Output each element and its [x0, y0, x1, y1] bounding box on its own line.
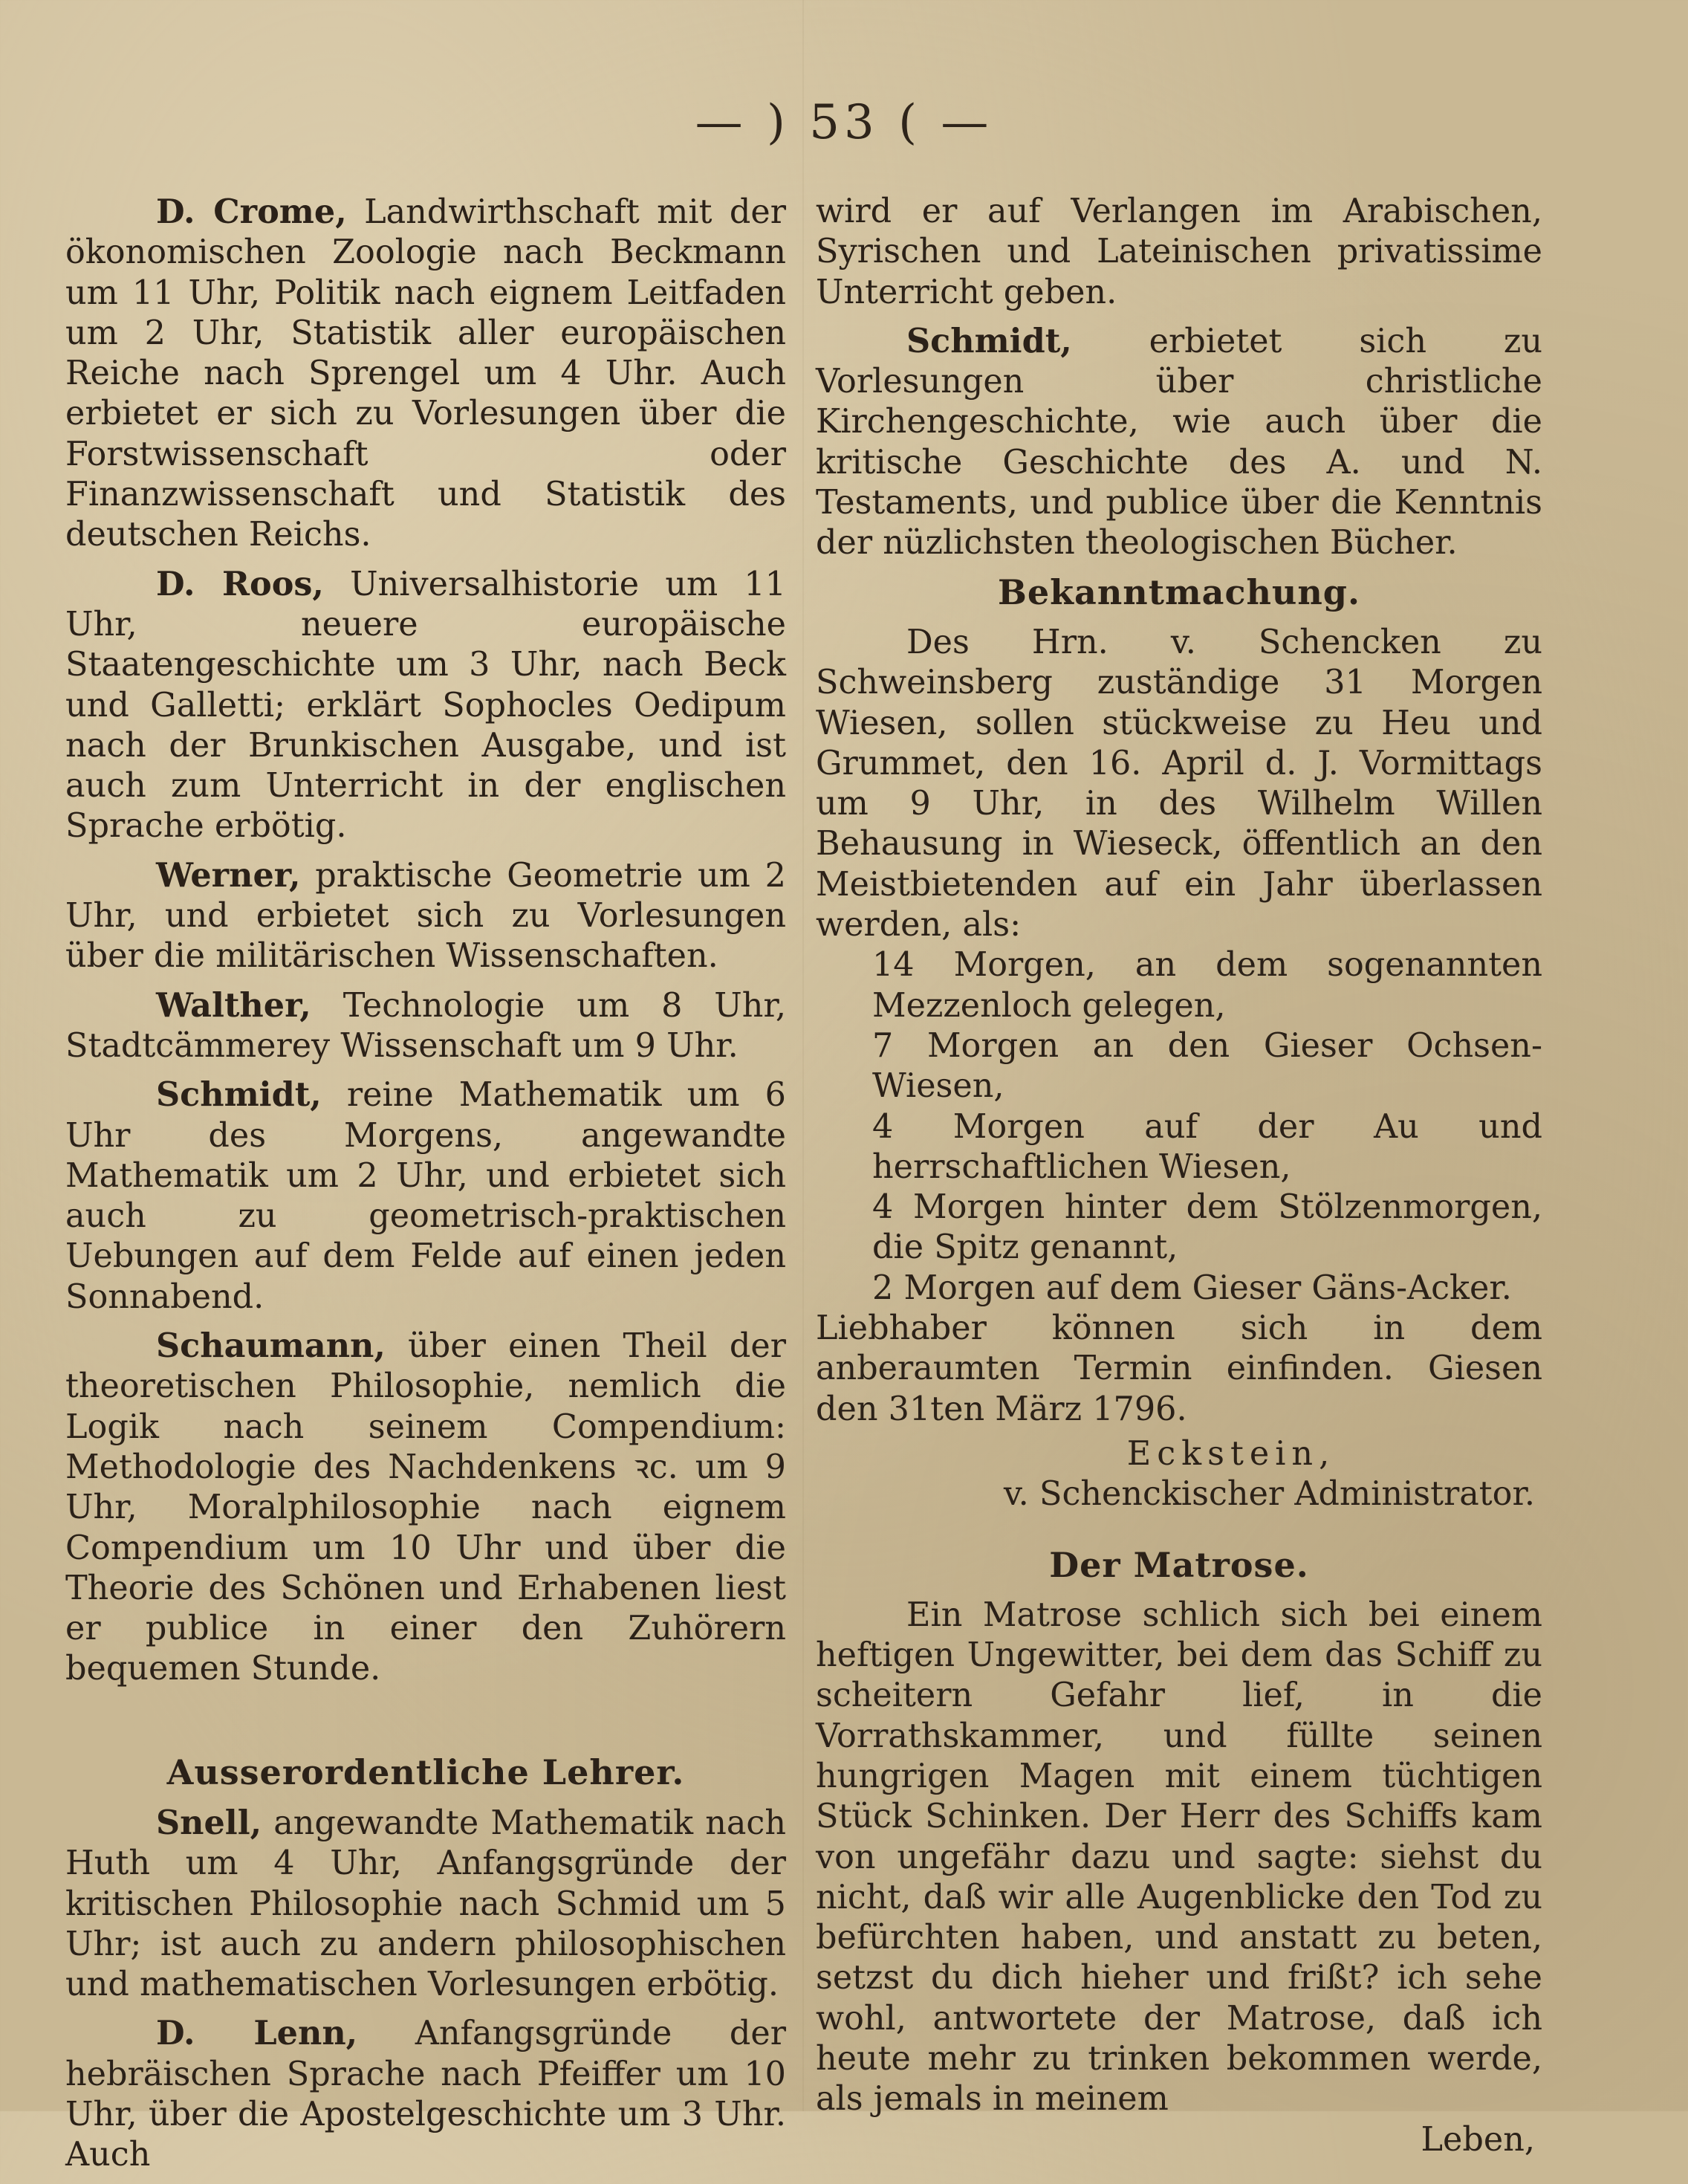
lecture-text: Universalhistorie um 11 Uhr, neuere europäische Staatengeschichte um 3 Uhr, nach Beck und Galletti; erklärt Sophocles Oedipum nach der Brunkischen Ausgabe, und ist auch zum Unterricht in der englischen Sprache erbötig.	[65, 565, 786, 846]
left-column	[65, 192, 786, 2184]
page-number: — ) 53 ( —	[695, 95, 993, 150]
lecturer-name: Schmidt,	[156, 1075, 322, 1115]
announcement-heading: Bekanntmachung.	[998, 571, 1360, 612]
lecture-text: praktische Geometrie um 2 Uhr, und erbietet sich zu Vorlesungen über die militärischen Wissenschaften.	[65, 856, 786, 976]
meadow-list-item: 4 Morgen hinter dem Stölzenmorgen, die Spitz genannt,	[872, 1188, 1542, 1267]
announcement-intro: Des Hrn. v. Schencken zu Schweinsberg zuständige 31 Morgen Wiesen, sollen stückweise zu Heu und Grummet, den 16. April d. J. Vormittags um 9 Uhr, in des Wilhelm Willen Behausung in Wieseck, öffentlich an den Meistbietenden auf ein Jahr überlassen werden, als:	[816, 623, 1542, 944]
lecture-entry-snell	[65, 1803, 786, 2005]
meadow-list-item: 14 Morgen, an dem sogenannten Mezzenloch gelegen,	[872, 946, 1542, 1025]
announcement-closing: Liebhaber können sich in dem anberaumten Termin einfinden. Giesen den 31ten März 1796.	[816, 1309, 1542, 1428]
lecturer-name: Walther,	[156, 985, 311, 1025]
meadow-list-item: 2 Morgen auf dem Gieser Gäns-Acker.	[872, 1268, 1512, 1307]
lecture-text: reine Mathematik um 6 Uhr des Morgens, angewandte Mathematik um 2 Uhr, und erbietet sich auch zu geometrisch-praktischen Uebungen auf dem Felde auf einen jeden Sonnabend.	[65, 1076, 786, 1316]
lecturer-name: Schmidt,	[906, 321, 1072, 360]
lecture-entry-schmidt-math	[65, 1075, 786, 1318]
lecture-entry-walther	[65, 985, 786, 1067]
lecturer-name: Snell,	[156, 1803, 262, 1842]
lecture-text: Technologie um 8 Uhr, Stadtcämmerey Wissenschaft um 9 Uhr.	[65, 986, 786, 1065]
section-heading-extraordinary-teachers: Ausserordentliche Lehrer.	[166, 1752, 685, 1792]
lecturer-name: D. Lenn,	[156, 2014, 358, 2053]
lecturer-name: D. Roos,	[156, 564, 324, 603]
catchword: Leben,	[1421, 2120, 1535, 2159]
paper-fold-mark	[802, 0, 804, 2111]
lecture-text: erbietet sich zu Vorlesungen über christliche Kirchengeschichte, wie auch über die kritische Geschichte des A. und N. Testaments, und publice über die Kenntnis der nüzlichsten theologischen Bücher.	[816, 322, 1542, 563]
story-heading: Der Matrose.	[1049, 1544, 1309, 1585]
signature-title: v. Schenckischer Administrator.	[1003, 1475, 1535, 1514]
lecturer-name: Werner,	[156, 855, 301, 895]
lecture-entry-roos	[65, 564, 786, 847]
lecture-entry-crome	[65, 192, 786, 556]
lecturer-name: D. Crome,	[156, 192, 347, 231]
right-column	[816, 192, 1542, 2160]
meadow-list-item: 4 Morgen auf der Au und herrschaftlichen Wiesen,	[872, 1107, 1542, 1186]
lecture-entry-schaumann	[65, 1326, 786, 1690]
lecture-entry-lenn	[65, 2013, 786, 2175]
lecture-entry-werner	[65, 855, 786, 977]
story-text: Ein Matrose schlich sich bei einem heftigen Ungewitter, bei dem das Schiff zu scheitern Gefahr lief, in die Vorrathskammer, und füllte seinen hungrigen Magen mit einem tüchtigen Stück Schinken. Der Herr des Schiffs kam von ungefähr dazu und sagte: siehst du nicht, daß wir alle Augenblicke den Tod zu befürchten haben, und anstatt zu beten, setzst du dich hieher und frißt? ich sehe wohl, antwortete der Matrose, daß ich heute mehr zu trinken bekommen werde, als jemals in meinem	[816, 1595, 1542, 2119]
signature-name: Eckstein,	[1126, 1434, 1336, 1473]
lecture-entry-schmidt-theology	[816, 321, 1542, 564]
meadow-list-item: 7 Morgen an den Gieser Ochsen-Wiesen,	[872, 1026, 1542, 1106]
lecture-text: Landwirthschaft mit der ökonomischen Zoologie nach Beckmann um 11 Uhr, Politik nach eignem Leitfaden um 2 Uhr, Statistik aller europäischen Reiche nach Sprengel um 4 Uhr. Auch erbietet er sich zu Vorlesungen über die Forstwissenschaft oder Finanzwissenschaft und Statistik des deutschen Reichs.	[65, 193, 786, 554]
continuation-text: wird er auf Verlangen im Arabischen, Syrischen und Lateinischen privatissime Unterricht geben.	[816, 192, 1542, 311]
lecturer-name: Schaumann,	[156, 1326, 386, 1366]
lecture-text: über einen Theil der theoretischen Philosophie, nemlich die Logik nach seinem Compendium: Methodologie des Nachdenkens ꝛc. um 9 Uhr, Moralphilosophie nach eignem Compendium um 10 Uhr und über die Theorie des Schönen und Erhabenen liest er publice in einer den Zuhörern bequemen Stunde.	[65, 1327, 786, 1688]
lecture-text: Anfangsgründe der hebräischen Sprache nach Pfeiffer um 10 Uhr, über die Apostelgeschichte um 3 Uhr. Auch	[65, 2015, 786, 2174]
lecture-text: angewandte Mathematik nach Huth um 4 Uhr, Anfangsgründe der kritischen Philosophie nach Schmid um 5 Uhr; ist auch zu andern philosophischen und mathematischen Vorlesungen erbötig.	[65, 1804, 786, 2004]
